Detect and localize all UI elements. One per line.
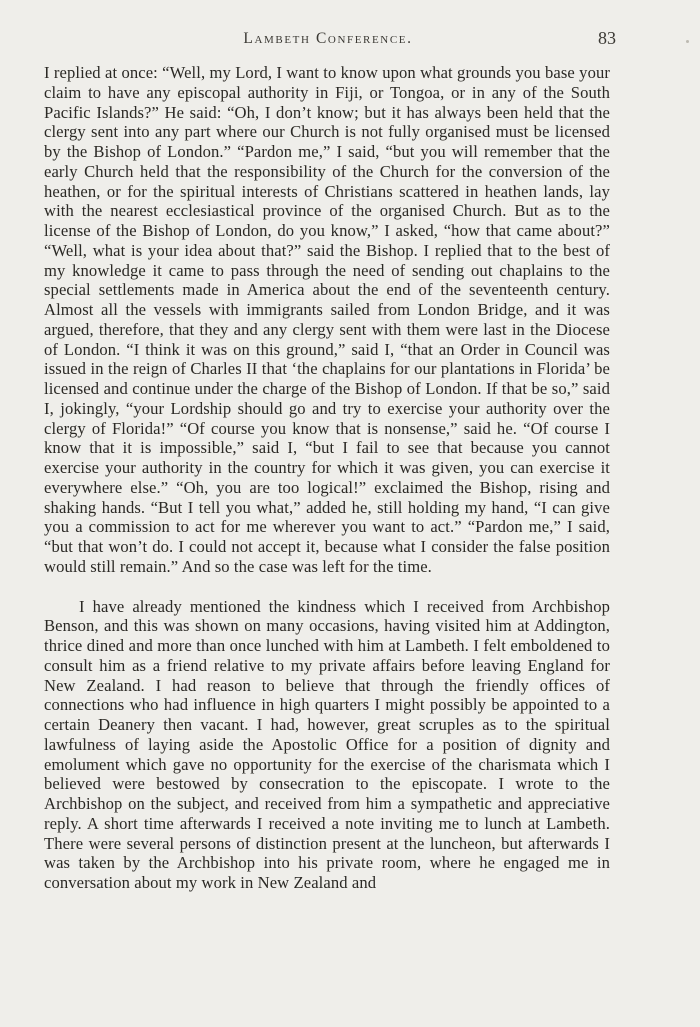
- page-number: 83: [598, 28, 616, 48]
- running-head: [44, 28, 616, 54]
- paragraph-2: I have already mentioned the kindness which I received from Archbishop Benson, and this was shown on many occasions, having visited him at Addington, thrice dined and more than once lunched with him at Lambeth. I felt emboldened to consult him as a friend relative to my private affairs before leaving England for New Zealand. I had reason to believe that through the friendly offices of connections who had influence in high quarters I might possibly be appointed to a certain Deanery then vacant. I had, however, great scruples as to the spiritual lawfulness of laying aside the Apostolic Office for a position of dignity and emolument which gave no opportunity for the exercise of the charismata which I believed were bestowed by consecration to the episcopate. I wrote to the Archbishop on the subject, and received from him a sympathetic and appreciative reply. A short time afterwards I received a note inviting me to lunch at Lambeth. There were several persons of distinction present at the luncheon, but afterwards I was taken by the Archbishop into his private room, where he engaged me in conversation about my work in New Zealand and: [44, 596, 610, 892]
- running-title: Lambeth Conference.: [243, 30, 413, 47]
- paper-speck: [686, 40, 689, 43]
- body-text: [44, 63, 610, 893]
- paragraph-1: I replied at once: “Well, my Lord, I want to know upon what grounds you base your claim to have any episcopal authority in Fiji, or Tongoa, or in any of the South Pacific Islands?” He said: “Oh, I don’t know; but it has always been held that the clergy sent into any part where our Church is not fully organised must be licensed by the Bishop of London.” “Pardon me,” I said, “but you will remember that the early Church held that the responsibility of the Church for the conversion of the heathen, or for the spiritual interests of Christians scattered in heathen lands, lay with the nearest ecclesiastical province of the organised Church. But as to the license of the Bishop of London, do you know,” I asked, “how that came about?” “Well, what is your idea about that?” said the Bishop. I replied that to the best of my knowledge it came to pass through the need of sending out chaplains to the special settlements made in America about the end of the seventeenth century. Almost all the vessels with immigrants sailed from London Bridge, and it was argued, therefore, that they and any clergy sent with them were last in the Diocese of London. “I think it was on this ground,” said I, “that an Order in Council was issued in the reign of Charles II that ‘the chaplains for our plantations in Florida’ be licensed and continue under the charge of the Bishop of London. If that be so,” said I, jokingly, “your Lordship should go and try to exercise your authority over the clergy of Florida!” “Of course you know that is nonsense,” said he. “Of course I know that it is impossible,” said I, “but I fail to see that because you cannot exercise your authority in the country for which it was given, you can exercise it everywhere else.” “Oh, you are too logical!” exclaimed the Bishop, rising and shaking hands. “But I tell you what,” added he, still holding my hand, “I can give you a commission to act for me wherever you want to act.” “Pardon me,” I said, “but that won’t do. I could not accept it, because what I consider the false position would still remain.” And so the case was left for the time.: [44, 63, 610, 576]
